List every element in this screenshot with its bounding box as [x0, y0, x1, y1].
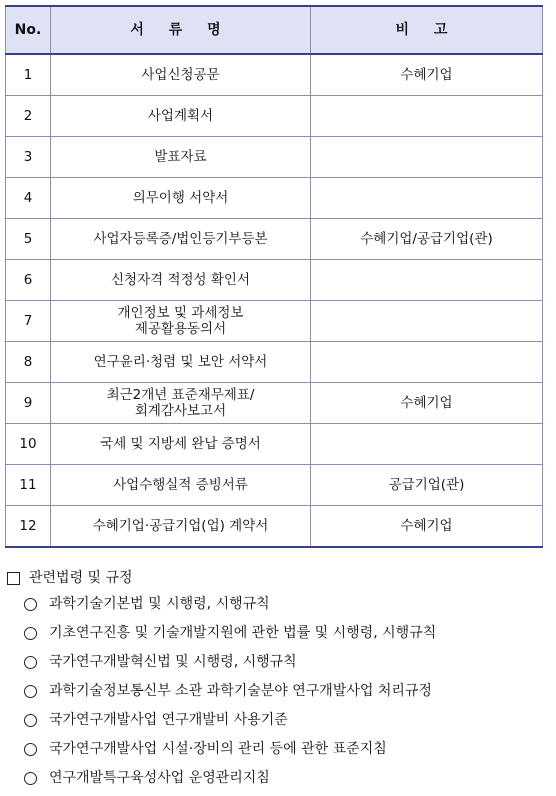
row-no: 8 — [6, 342, 51, 383]
table-row — [6, 506, 543, 548]
list-item — [5, 706, 550, 735]
law-item-text: 기초연구진흥 및 기술개발지원에 관한 법률 및 시행령, 시행규칙 — [49, 625, 437, 641]
circle-bullet-icon — [24, 598, 37, 611]
document-list-table — [5, 5, 543, 548]
row-no: 10 — [6, 424, 51, 465]
law-item-text: 과학기술정보통신부 소관 과학기술분야 연구개발사업 처리규정 — [49, 683, 432, 699]
row-note: 수혜기업 — [311, 383, 543, 424]
section-heading — [5, 566, 550, 590]
circle-bullet-icon — [24, 772, 37, 785]
row-note: 수혜기업/공급기업(관) — [311, 219, 543, 260]
square-bullet-icon — [7, 572, 20, 585]
row-no: 2 — [6, 96, 51, 137]
row-document-name: 국세 및 지방세 완납 증명서 — [51, 424, 311, 465]
row-note — [311, 96, 543, 137]
table-row — [6, 383, 543, 424]
table-row — [6, 260, 543, 301]
row-note: 수혜기업 — [311, 54, 543, 96]
row-document-name: 최근2개년 표준재무제표/ 회계감사보고서 — [51, 383, 311, 424]
row-note — [311, 342, 543, 383]
row-no: 5 — [6, 219, 51, 260]
list-item — [5, 648, 550, 677]
circle-bullet-icon — [24, 656, 37, 669]
table-row — [6, 96, 543, 137]
row-no: 6 — [6, 260, 51, 301]
row-document-name: 사업신청공문 — [51, 54, 311, 96]
header-document-name: 서 류 명 — [51, 6, 311, 54]
table-row — [6, 342, 543, 383]
row-note — [311, 137, 543, 178]
row-note — [311, 178, 543, 219]
table-row — [6, 137, 543, 178]
law-item-text: 국가연구개발사업 시설·장비의 관리 등에 관한 표준지침 — [49, 741, 387, 757]
row-no: 9 — [6, 383, 51, 424]
row-no: 3 — [6, 137, 51, 178]
related-laws-section — [5, 566, 550, 793]
list-item — [5, 677, 550, 706]
row-document-name: 신청자격 적정성 확인서 — [51, 260, 311, 301]
law-item-text: 과학기술기본법 및 시행령, 시행규칙 — [49, 596, 270, 612]
row-document-name: 연구윤리·청렴 및 보안 서약서 — [51, 342, 311, 383]
row-no: 12 — [6, 506, 51, 548]
row-document-name: 사업자등록증/법인등기부등본 — [51, 219, 311, 260]
row-no: 1 — [6, 54, 51, 96]
row-no: 4 — [6, 178, 51, 219]
table-row — [6, 301, 543, 342]
row-note: 공급기업(관) — [311, 465, 543, 506]
row-note — [311, 301, 543, 342]
row-document-name: 개인정보 및 과세정보 제공활용동의서 — [51, 301, 311, 342]
table-row — [6, 219, 543, 260]
header-note: 비 고 — [311, 6, 543, 54]
row-document-name: 사업수행실적 증빙서류 — [51, 465, 311, 506]
row-no: 7 — [6, 301, 51, 342]
law-item-text: 국가연구개발사업 연구개발비 사용기준 — [49, 712, 288, 728]
row-note — [311, 260, 543, 301]
circle-bullet-icon — [24, 743, 37, 756]
table-row — [6, 465, 543, 506]
law-item-text: 국가연구개발혁신법 및 시행령, 시행규칙 — [49, 654, 297, 670]
row-no: 11 — [6, 465, 51, 506]
list-item — [5, 735, 550, 764]
list-item — [5, 764, 550, 793]
table-header-row — [6, 6, 543, 54]
row-document-name: 발표자료 — [51, 137, 311, 178]
circle-bullet-icon — [24, 627, 37, 640]
circle-bullet-icon — [24, 714, 37, 727]
list-item — [5, 619, 550, 648]
list-item — [5, 590, 550, 619]
row-note: 수혜기업 — [311, 506, 543, 548]
section-title: 관련법령 및 규정 — [29, 570, 133, 586]
row-document-name: 의무이행 서약서 — [51, 178, 311, 219]
table-row — [6, 424, 543, 465]
header-no: No. — [6, 6, 51, 54]
table-row — [6, 178, 543, 219]
law-item-text: 연구개발특구육성사업 운영관리지침 — [49, 770, 270, 786]
table-row — [6, 54, 543, 96]
row-document-name: 수혜기업·공급기업(업) 계약서 — [51, 506, 311, 548]
circle-bullet-icon — [24, 685, 37, 698]
row-document-name: 사업계획서 — [51, 96, 311, 137]
row-note — [311, 424, 543, 465]
